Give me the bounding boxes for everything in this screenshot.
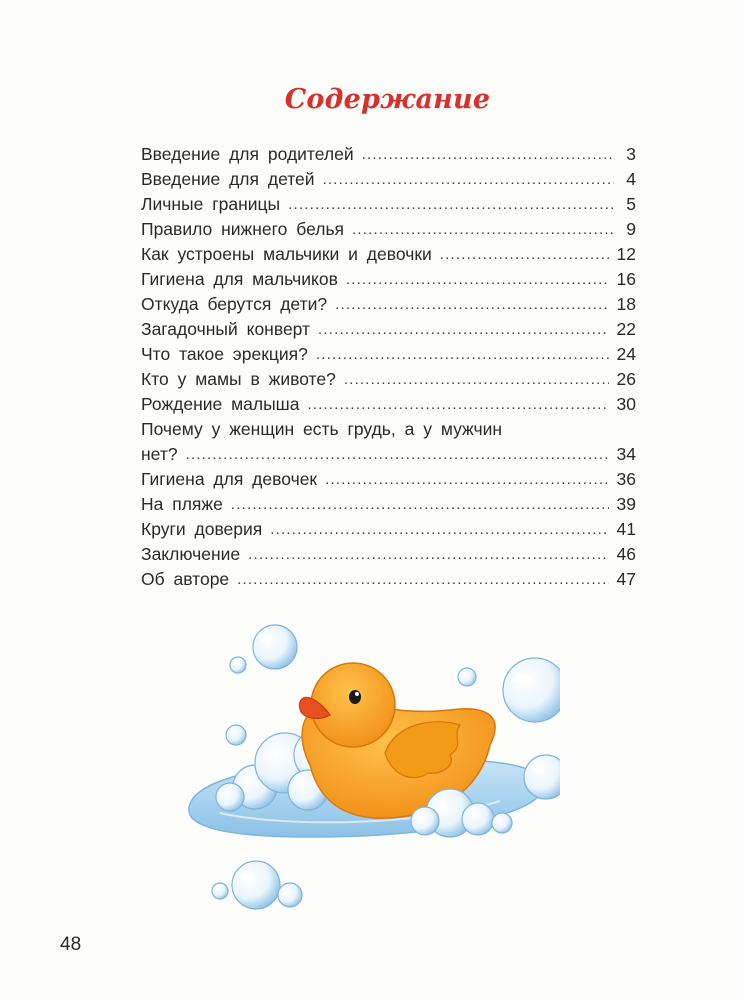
toc-leader-dots <box>307 392 608 417</box>
toc-entry-label: Круги доверия <box>141 519 263 539</box>
toc-leader-dots <box>346 267 609 292</box>
toc-entry-label-line1: Почему у женщин есть грудь, а у мужчин <box>141 419 503 439</box>
toc-leader-dots <box>323 167 614 192</box>
toc-entry-label: Личные границы <box>141 194 281 214</box>
toc-leader-dots <box>231 492 609 517</box>
toc-entry-label: Введение для родителей <box>141 144 354 164</box>
rubber-duck-in-puddle-icon <box>160 605 560 925</box>
toc-entry-page: 39 <box>616 494 636 514</box>
toc-entry-label: Что такое эрекция? <box>141 344 308 364</box>
toc-entry <box>141 492 636 517</box>
toc-leader-dots <box>325 467 608 492</box>
toc-entry <box>141 342 636 367</box>
toc-entry <box>141 167 636 192</box>
toc-entry-page: 3 <box>626 144 636 164</box>
toc-entry-label: Рождение малыша <box>141 394 300 414</box>
toc-entry <box>141 417 636 467</box>
toc-entry-page: 24 <box>616 344 636 364</box>
page-number: 48 <box>60 934 82 955</box>
toc-entry-page: 16 <box>616 269 636 289</box>
toc-entry <box>141 292 636 317</box>
toc-entry <box>141 267 636 292</box>
toc-leader-dots <box>237 567 608 592</box>
toc-entry <box>141 367 636 392</box>
page-title: Содержание <box>284 84 491 115</box>
toc-entry <box>141 517 636 542</box>
toc-leader-dots <box>352 217 614 242</box>
toc-entry-label: Откуда берутся дети? <box>141 294 328 314</box>
toc-entry-label: Загадочный конверт <box>141 319 311 339</box>
toc-entry-page: 18 <box>616 294 636 314</box>
toc-entry-label: Заключение <box>141 544 241 564</box>
toc-entry <box>141 192 636 217</box>
toc-leader-dots <box>248 542 608 567</box>
toc-leader-dots <box>335 292 608 317</box>
toc-entry-page: 5 <box>626 194 636 214</box>
toc-entry-label: Об авторе <box>141 569 230 589</box>
toc-entry-page: 12 <box>616 244 636 264</box>
toc-entry-label: Введение для детей <box>141 169 315 189</box>
toc-leader-dots <box>318 317 608 342</box>
toc-leader-dots <box>316 342 609 367</box>
toc-leader-dots <box>270 517 608 542</box>
toc-entry <box>141 467 636 492</box>
toc-entry-page: 47 <box>616 569 636 589</box>
toc-entry-label: На пляже <box>141 494 223 514</box>
toc-entry-label: Гигиена для девочек <box>141 469 318 489</box>
toc-leader-dots <box>186 442 609 467</box>
toc-entry-page: 36 <box>616 469 636 489</box>
toc-entry-row2 <box>141 442 636 467</box>
toc-entry-page: 9 <box>626 219 636 239</box>
toc-leader-dots <box>344 367 609 392</box>
toc-entry-label: Правило нижнего белья <box>141 219 345 239</box>
toc-leader-dots <box>288 192 614 217</box>
toc-entry-page: 4 <box>626 169 636 189</box>
toc-entry <box>141 567 636 592</box>
toc-entry-label: Кто у мамы в животе? <box>141 369 336 389</box>
toc-entry-page: 30 <box>616 394 636 414</box>
toc-entry-page: 46 <box>616 544 636 564</box>
toc-entry <box>141 142 636 167</box>
table-of-contents <box>141 142 636 592</box>
toc-entry-page: 22 <box>616 319 636 339</box>
toc-entry-label: Как устроены мальчики и девочки <box>141 244 432 264</box>
toc-entry-page: 41 <box>616 519 636 539</box>
toc-entry <box>141 392 636 417</box>
toc-leader-dots <box>362 142 614 167</box>
toc-entry <box>141 542 636 567</box>
toc-entry-page: 26 <box>616 369 636 389</box>
toc-entry-label: Гигиена для мальчиков <box>141 269 338 289</box>
toc-entry-page: 34 <box>616 444 636 464</box>
toc-entry <box>141 242 636 267</box>
toc-entry <box>141 217 636 242</box>
toc-entry <box>141 317 636 342</box>
toc-leader-dots <box>440 242 609 267</box>
toc-entry-label-line2: нет? <box>141 444 178 464</box>
